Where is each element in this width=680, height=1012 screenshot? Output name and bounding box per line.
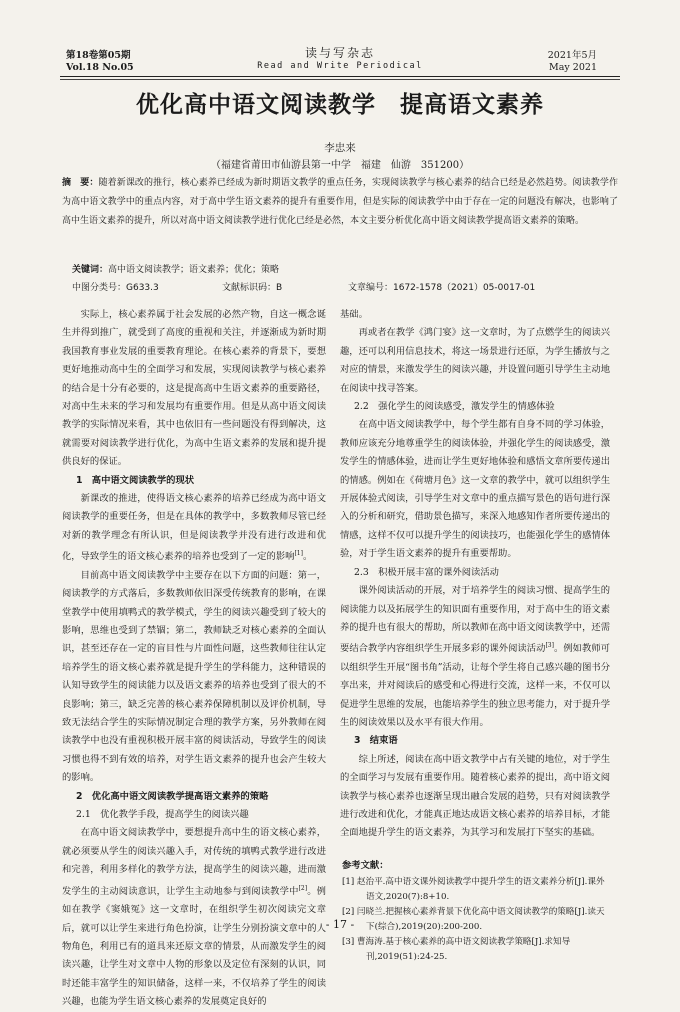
abstract xyxy=(62,174,618,231)
paragraph xyxy=(62,490,326,567)
right-column xyxy=(340,306,610,965)
section-heading-1: 1 高中语文阅读教学的现状 xyxy=(76,474,195,486)
paragraph-text: 课外阅读活动的开展，对于培养学生的阅读习惯、提高学生的阅读能力以及拓展学生的知识面有重要作用，对于高中生的语文素养的提升也有很大的帮助，所以教师在高中语文阅读教学中，还需要结合教学内容组织学生开展多彩的课外阅读活动 xyxy=(340,585,610,655)
section-heading-3: 3 结束语 xyxy=(354,735,398,747)
paragraph: 实际上，核心素养属于社会发展的必然产物，自这一概念诞生并得到推广，就受到了高度的重视和关注，并逐渐成为新时期我国教育事业发展的重要教育理论。在核心素养的背景下，要想更好地推动高中生的全面学习和发展，实现阅读教学与核心素养的结合是十分有必要的，这是提高高中生语文素养的重要路径，对高中生未来的学习和发展均有重要作用。但是从高中语文阅读教学的实际情况来看，其中也依旧有一些问题没有得到解决，这就需要对阅读教学进行优化，为高中生语文素养的发展和提升提供良好的保证。 xyxy=(62,309,326,468)
volume-en: Vol.18 No.05 xyxy=(66,62,134,73)
abstract-text: 随着新课改的推行，核心素养已经成为新时期语文教学的重点任务，实现阅读教学与核心素养的结合已经是必然趋势。阅读教学作为高中语文教学中的重点内容，对于高中学生语文素养的提升有重要作用，但是实际的阅读教学中由于存在一定的问题没有解决，也影响了高中生语文素养的提升，所以对高中语文阅读教学进行优化已经是必然，本文主要分析优化高中语文阅读教学提高语文素养的策略。 xyxy=(62,178,618,226)
citation: [3] xyxy=(545,642,554,650)
subsection-heading-2-3: 2.3 积极开展丰富的课外阅读活动 xyxy=(354,566,499,578)
paragraph: 目前高中语文阅读教学中主要存在以下方面的问题：第一，阅读教学的方式落后，多数教师依旧深受传统教育的影响，在课堂教学中使用填鸭式的教学模式，学生的阅读兴趣受到了较大的影响，思维也受到了禁锢；第二，教师缺乏对核心素养的全面认识，甚至还存在一定的盲目性与片面性问题，这些教师往往认定培养学生的语文核心素养就是提升学生的学科能力，这种错误的认知导致学生的阅读能力以及语文素养的培养也受到了很大的不良影响；第三，缺乏完善的核心素养保障机制以及评价机制，导致无法结合学生的实际情况制定合理的教学方案，另外教师在阅读教学中也没有重视积极开展丰富的阅读活动，导致学生的阅读习惯也得不到有效的培养，对学生语文素养的提升也会产生较大的影响。 xyxy=(62,569,326,784)
keywords-text: 高中语文阅读教学；语文素养；优化；策略 xyxy=(108,265,280,275)
page-number: - 17 - xyxy=(325,918,355,931)
paragraph: 综上所述，阅读在高中语文教学中占有关键的地位，对于学生的全面学习与发展有重要作用。随着核心素养的提出，高中语文阅读教学与核心素养也逐渐呈现出融合发展的趋势，只有对阅读教学进行改进和优化，才能真正地达成语文核心素养的培养目标，才能全面地提升学生的语文素养，为其学习和发展打下坚实的基础。 xyxy=(340,753,610,839)
subsection-heading-2-2: 2.2 强化学生的阅读感受，激发学生的情感体验 xyxy=(354,401,555,413)
header-rule-thin xyxy=(60,79,620,80)
keywords-label: 关键词： xyxy=(72,265,109,275)
paragraph-text-end: 。例如在教学《窦娥冤》这一文章时，在组织学生初次阅读完文章后，就可以让学生来进行角色扮演，让学生分别扮演文章中的人物角色，利用已有的道具来还原文章的情景，从而激发学生的阅读兴趣，让学生对文章中人物的形象以及定位有深刻的认识，同时还能丰富学生的知识储备，这样一来，不仅培养了学生的阅读兴趣，也能为学生语文核心素养的发展奠定良好的 xyxy=(62,885,326,1008)
issue-date-en: May 2021 xyxy=(549,62,597,73)
references-title: 参考文献： xyxy=(342,859,389,871)
author-name: 李忠来 xyxy=(324,142,356,154)
paragraph-text-end: 。例如教师可以组织学生开展“图书角”活动，让每个学生将自己感兴趣的图书分享出来，并对阅读后的感受和心得进行交流，这样一来，不仅可以促进学生思维的发展，也能培养学生的独立思考能力，对于提升学生的阅读效果以及水平有很大作用。 xyxy=(340,643,610,729)
keywords xyxy=(72,263,612,277)
section-heading-2: 2 优化高中语文阅读教学提高语文素养的策略 xyxy=(76,790,269,802)
article-number: 文章编号：1672-1578（2021）05-0017-01 xyxy=(348,283,536,293)
paragraph: 再或者在教学《鸿门宴》这一文章时，为了点燃学生的阅读兴趣，还可以利用信息技术，将这一场景进行还原，为学生播放与之对应的情景，来激发学生的阅读兴趣，并设置问题引导学生主动地在阅读中找寻答案。 xyxy=(340,327,610,394)
paragraph xyxy=(340,582,610,732)
citation: [2] xyxy=(298,884,308,892)
reference-item: [2] 闫晓兰.把握核心素养背景下优化高中语文阅读教学的策略[J].读天下(综合),2019(20):200-200. xyxy=(342,907,605,933)
article-title: 优化高中语文阅读教学 提高语文素养 xyxy=(136,92,544,118)
reference-item: [1] 赵治平.高中语文课外阅读教学中提升学生的语文素养分析[J].课外语文,2020(7):8+10. xyxy=(342,877,605,903)
journal-name xyxy=(240,44,440,71)
journal-name-en: Read and Write Periodical xyxy=(257,61,423,71)
clc-number: 中图分类号：G633.3 xyxy=(72,283,159,293)
header-rule-thick xyxy=(60,76,620,77)
volume-cn: 第18卷第05期 xyxy=(66,50,131,61)
document-code: 文献标识码：B xyxy=(222,283,283,293)
author-affiliation: （福建省莆田市仙游县第一中学 福建 仙游 351200） xyxy=(210,160,470,171)
paragraph-text: 在高中语文阅读教学中，要想提升高中生的语文核心素养，就必须要从学生的阅读兴趣入手，对传统的填鸭式教学进行改进和完善，利用多样化的教学方法，提高学生的阅读兴趣，进而激发学生的主动阅读意识，让学生主动地参与到阅读教学中 xyxy=(62,827,326,897)
citation: [1] xyxy=(294,550,303,558)
paragraph-text: 新课改的推进，使得语文核心素养的培养已经成为高中语文阅读教学的重要任务，但是在具体的教学中，多数教师尽管已经对新的教学理念有所认识，但是阅读教学并没有进行改进和优化，导致学生的语文核心素养的培养也受到了一定的影响 xyxy=(62,493,326,563)
reference-item: [3] 曹海涛.基于核心素养的高中语文阅读教学策略[J].求知导刊,2019(51):24-25. xyxy=(342,937,571,963)
paragraph: 在高中语文阅读教学中，每个学生都有自身不同的学习体验，教师应该充分地尊重学生的阅读体验，并强化学生的阅读感受，激发学生的情感体验，进而让学生更好地体验和感悟文章所要传递出的情感。例如在《荷塘月色》这一文章的教学中，就可以组织学生开展体验式阅读，引导学生对文章中的重点描写景色的语句进行深入的分析和研究，借助景色描写，来深入地感知作者所要传递出的情感，这样不仅可以提升学生的阅读技巧，也能强化学生的感情体验，对于学生语文素养的提升有重要帮助。 xyxy=(340,419,610,560)
subsection-heading-2-1: 2.1 优化教学手段，提高学生的阅读兴趣 xyxy=(76,809,249,821)
volume-info xyxy=(66,50,134,74)
abstract-label: 摘 要： xyxy=(62,178,99,188)
paragraph: 基础。 xyxy=(340,309,368,320)
issue-date-cn: 2021年5月 xyxy=(547,50,597,61)
paragraph-text-end: 。 xyxy=(302,551,313,563)
issue-date xyxy=(537,50,597,74)
journal-name-cn: 读与写杂志 xyxy=(304,46,375,60)
left-column xyxy=(62,306,326,1012)
